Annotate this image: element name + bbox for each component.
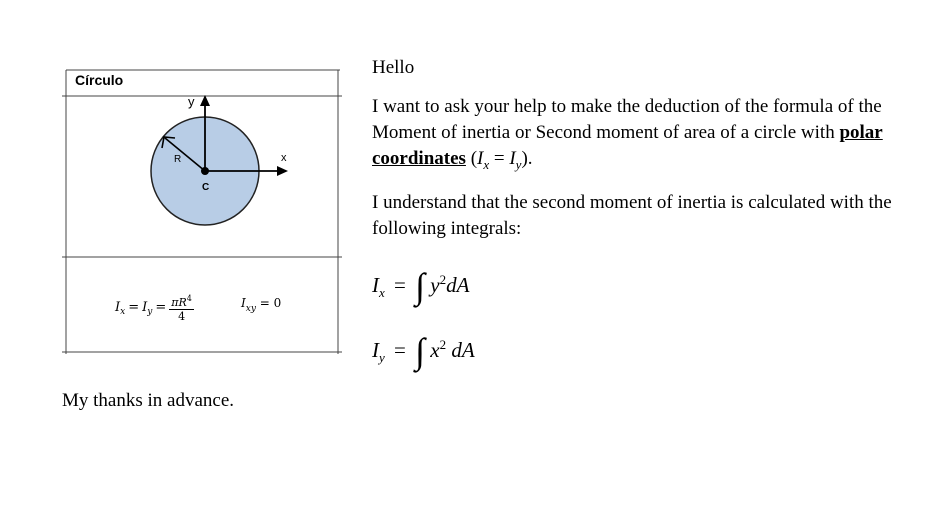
para1-sub2: y xyxy=(515,157,522,172)
formula-fraction xyxy=(169,292,194,323)
formula-sub1: x xyxy=(120,306,126,317)
greeting: Hello xyxy=(372,57,415,78)
eq2-dA: dA xyxy=(451,338,475,362)
formula-eq1: = xyxy=(128,300,140,315)
eq2-exp: 2 xyxy=(439,337,447,352)
eq1-integral-sign: ∫ xyxy=(415,266,425,306)
eq1-var: y xyxy=(430,273,440,297)
eq1-equals: = xyxy=(394,273,406,297)
figure-title: Círculo xyxy=(75,72,124,88)
circle-figure xyxy=(62,68,342,358)
question-paragraph xyxy=(372,94,912,178)
product-rhs: = 0 xyxy=(259,296,282,310)
para1-I2: I xyxy=(509,148,516,169)
x-axis-label: x xyxy=(281,152,287,164)
formula-R: R xyxy=(178,296,187,309)
eq1-I: I xyxy=(372,273,379,297)
product-sub: xy xyxy=(245,304,256,314)
eq2-sub: y xyxy=(379,350,385,365)
formula-exp: 4 xyxy=(186,294,192,303)
equation-iy xyxy=(372,327,475,371)
formula-denominator: 4 xyxy=(178,310,186,323)
center-label: C xyxy=(202,182,210,193)
para1-eq: = xyxy=(489,148,510,169)
closing-text: My thanks in advance. xyxy=(62,390,235,411)
product-formula xyxy=(241,296,281,314)
para1-paren-close: ). xyxy=(521,148,533,169)
eq2-integral-sign: ∫ xyxy=(415,331,425,371)
eq2-var: x xyxy=(430,338,440,362)
formula-I2: I xyxy=(142,300,148,315)
eq2-I: I xyxy=(372,338,379,362)
eq2-equals: = xyxy=(394,338,406,362)
formula-pi: π xyxy=(171,296,179,309)
eq1-dA: dA xyxy=(446,273,470,297)
radius-label: R xyxy=(174,154,182,165)
figure-frame xyxy=(62,68,342,358)
product-I: I xyxy=(241,296,246,310)
center-point xyxy=(201,167,209,175)
y-axis-label: y xyxy=(188,94,195,109)
eq1-exp: 2 xyxy=(439,272,447,287)
equation-ix xyxy=(372,262,470,306)
inertia-formula xyxy=(115,292,194,323)
eq1-sub: x xyxy=(379,285,385,300)
formula-sub2: y xyxy=(147,306,153,317)
para1-I1: I xyxy=(477,148,484,169)
formula-I1: I xyxy=(115,300,121,315)
integrals-paragraph: I understand that the second moment of inertia is calculated with the following integrals: xyxy=(372,192,892,239)
polar-coordinates-link[interactable]: polar coordinates xyxy=(372,122,883,169)
formula-eq2: = xyxy=(155,300,167,315)
para1-paren-open: ( xyxy=(465,148,478,169)
para1-text: I want to ask your help to make the deduction of the formula of the Moment of inertia or Second moment of area of a circle with xyxy=(372,96,882,143)
para1-sub1: x xyxy=(483,157,490,172)
